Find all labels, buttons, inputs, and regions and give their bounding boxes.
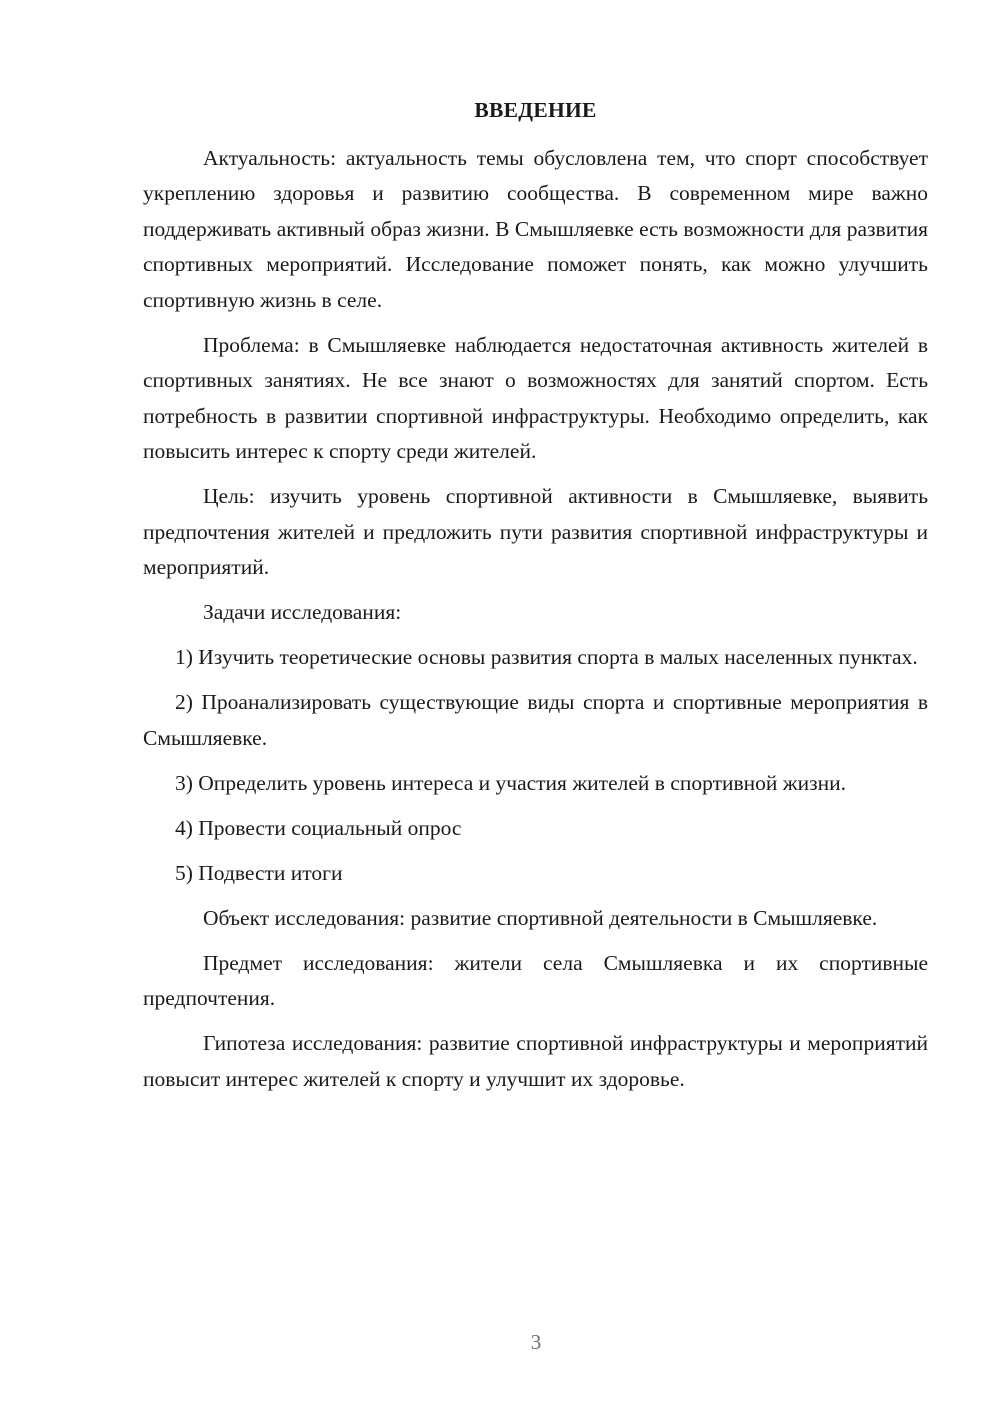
subject-paragraph: Предмет исследования: жители села Смышляевка и их спортивные предпочтения. (143, 950, 928, 1010)
problem-paragraph: Проблема: в Смышляевке наблюдается недостаточная активность жителей в спортивных занятиях. Не все знают о возможностях для занятий спортом. Есть потребность в развитии спортивной инфраструктуры. Необходимо определить, как повысить интерес к спорту среди жителей. (143, 332, 928, 463)
task-item-3: 3) Определить уровень интереса и участия жителей в спортивной жизни. (175, 770, 846, 795)
page-number: 3 (530, 1330, 542, 1354)
task-item-2: 2) Проанализировать существующие виды спорта и спортивные мероприятия в Смышляевке. (143, 690, 928, 750)
task-item-1: 1) Изучить теоретические основы развития спорта в малых населенных пунктах. (175, 645, 918, 669)
goal-paragraph: Цель: изучить уровень спортивной активности в Смышляевке, выявить предпочтения жителей и предложить пути развития спортивной инфраструктуры и мероприятий. (143, 484, 928, 579)
hypothesis-paragraph: Гипотеза исследования: развитие спортивной инфраструктуры и мероприятий повысит интерес жителей к спорту и улучшит их здоровье. (143, 1031, 928, 1091)
tasks-title: Задачи исследования: (203, 600, 402, 624)
task-item-5: 5) Подвести итоги (175, 860, 343, 885)
page-content (143, 93, 928, 1107)
section-heading: ВВЕДЕНИЕ (474, 98, 597, 122)
object-paragraph: Объект исследования: развитие спортивной деятельности в Смышляевке. (203, 905, 878, 930)
relevance-paragraph: Актуальность: актуальность темы обусловлена тем, что спорт способствует укреплению здоровья и развитию сообщества. В современном мире важно поддерживать активный образ жизни. В Смышляевке есть возможности для развития спортивных мероприятий. Исследование поможет понять, как можно улучшить спортивную жизнь в селе. (143, 145, 928, 312)
task-item-4: 4) Провести социальный опрос (175, 815, 462, 840)
